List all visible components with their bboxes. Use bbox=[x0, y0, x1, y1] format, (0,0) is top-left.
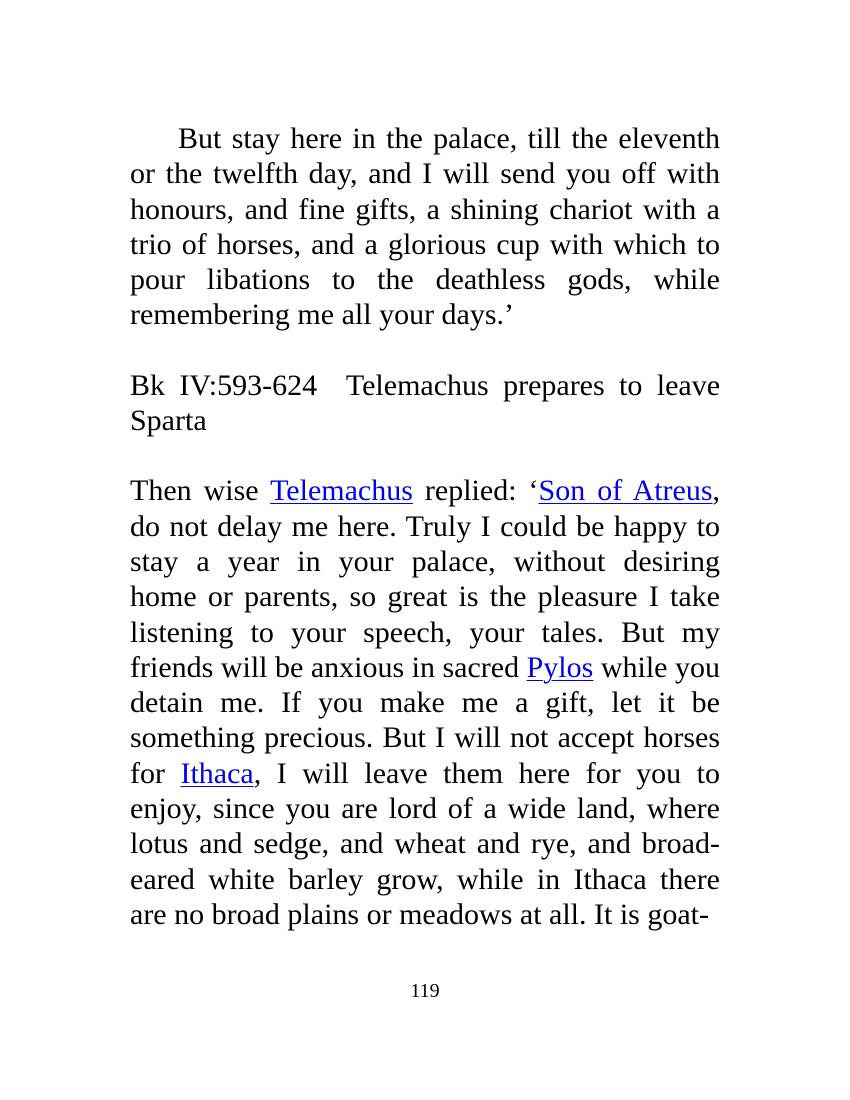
text-segment: while you detain me. If you make me a gift, let it be something precious. But I will not accept horses for bbox=[130, 650, 720, 790]
link-son-of-atreus[interactable]: Son of Atreus bbox=[538, 474, 713, 508]
text-segment: , do not delay me here. Truly I could be happy to stay a year in your palace, without desiring home or parents, so great is the pleasure I take listening to your speech, your tales. But my friends will be anxious in sacred bbox=[130, 474, 721, 684]
section-heading bbox=[130, 368, 720, 439]
page-number: 119 bbox=[410, 980, 440, 1002]
paragraph-telemachus-reply bbox=[130, 473, 720, 932]
section-title: Telemachus prepares to leave Sparta bbox=[130, 368, 721, 438]
text-segment: , I will leave them here for you to enjoy, since you are lord of a wide land, where lotus and sedge, and wheat and rye, and broad-eared white barley grow, while in Ithaca there are no broad plains or meadows at all. It is goat- bbox=[130, 756, 720, 931]
link-telemachus[interactable]: Telemachus bbox=[270, 474, 413, 508]
text-segment: replied: ‘ bbox=[412, 474, 539, 508]
page-body bbox=[130, 121, 720, 932]
text-segment: Then wise bbox=[130, 474, 271, 508]
link-pylos[interactable]: Pylos bbox=[526, 650, 594, 684]
book-line-reference: Bk IV:593-624 bbox=[130, 368, 318, 402]
link-ithaca[interactable]: Ithaca bbox=[180, 756, 254, 790]
paragraph-menelaus-offer: But stay here in the palace, till the eleventh or the twelfth day, and I will send you off with honours, and fine gifts, a shining chariot with a trio of horses, and a glorious cup with which to pour libations to the deathless gods, while remembering me all your days.’ bbox=[130, 122, 720, 332]
